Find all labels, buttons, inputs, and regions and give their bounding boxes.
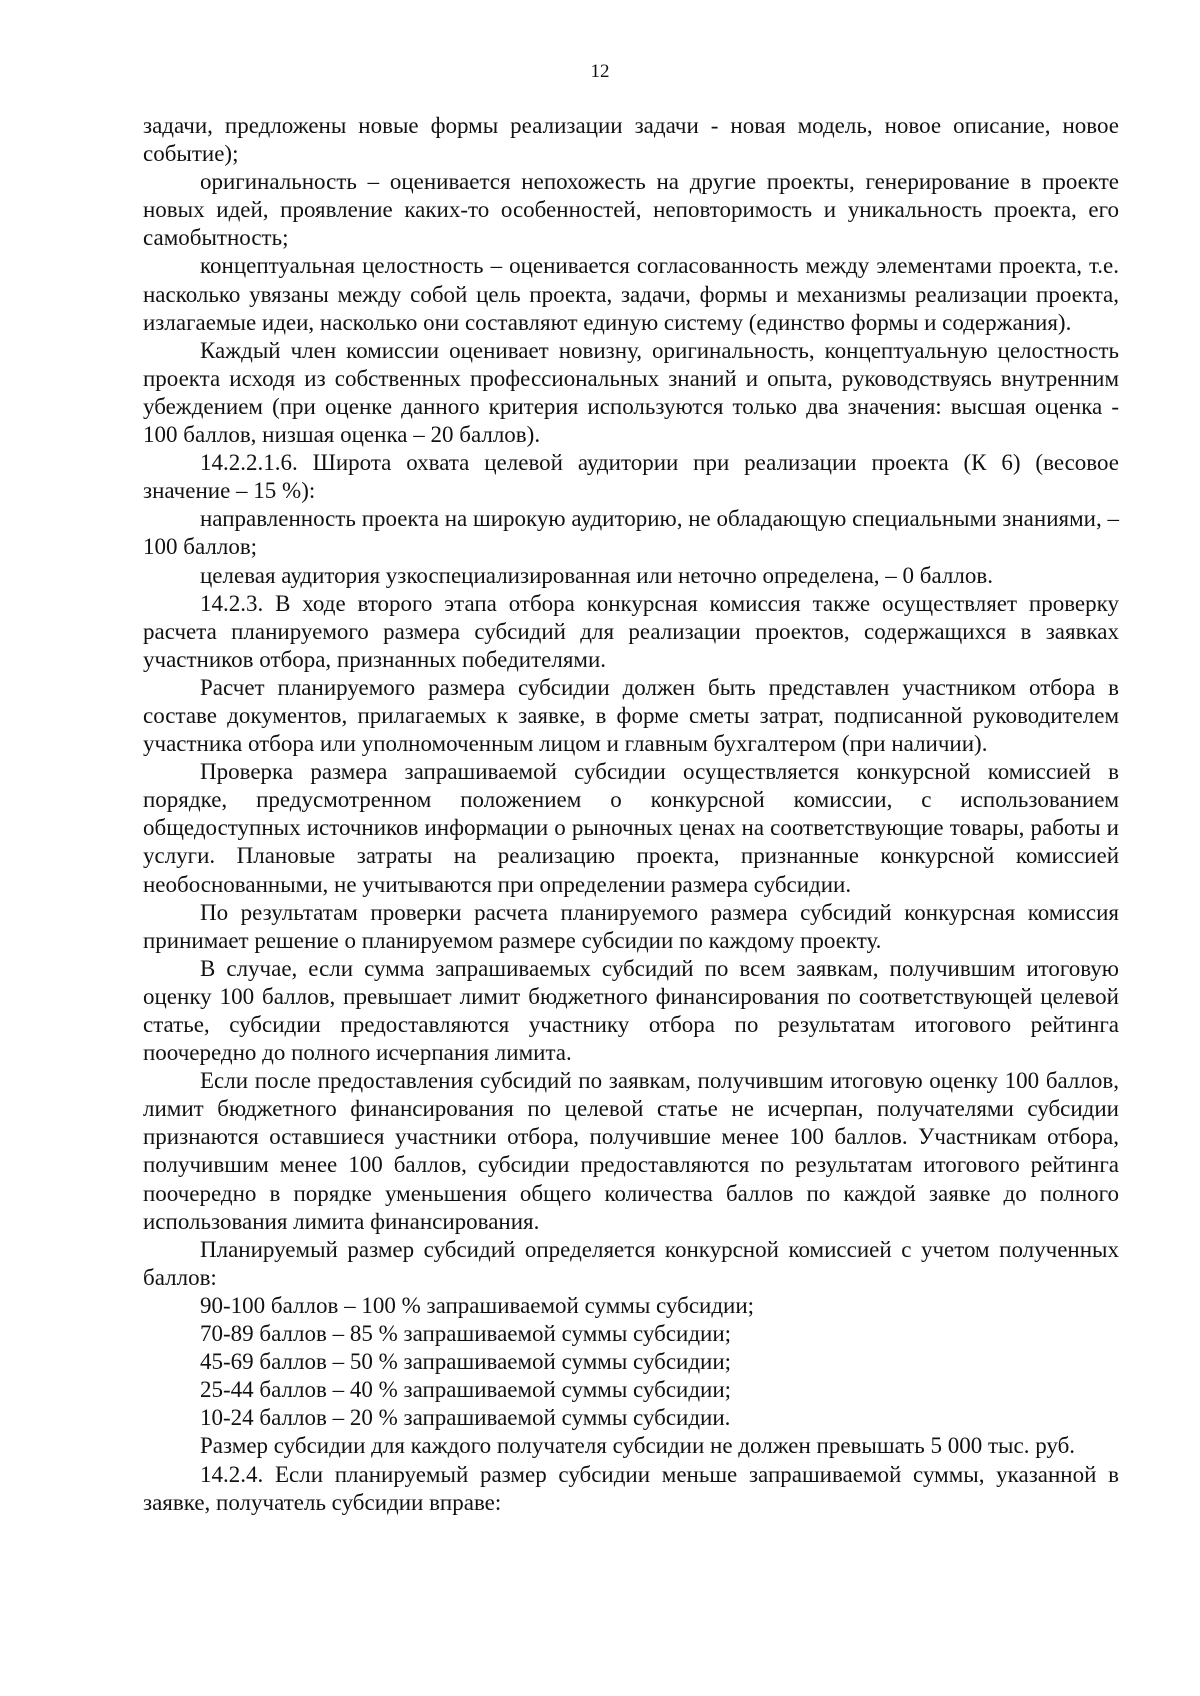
paragraph: концептуальная целостность – оценивается согласованность между элементами проекта, т.е. насколько увязаны между собой цель проекта, задачи, формы и механизмы реализации проекта, излагаемые идеи, насколько они составляют единую систему (единство формы и содержания).: [143, 253, 1119, 335]
paragraph: оригинальность – оценивается непохожесть на другие проекты, генерирование в проекте новых идей, проявление каких-то особенностей, неповторимость и уникальность проекта, его самобытность;: [143, 169, 1119, 251]
list-item: 45-69 баллов – 50 % запрашиваемой суммы субсидии;: [200, 1349, 732, 1375]
paragraph: целевая аудитория узкоспециализированная или неточно определена, – 0 баллов.: [200, 562, 993, 588]
paragraph: Планируемый размер субсидий определяется конкурсной комиссией с учетом полученных баллов:: [143, 1236, 1119, 1290]
paragraph: По результатам проверки расчета планируемого размера субсидий конкурсная комиссия принимает решение о планируемом размере субсидии по каждому проекту.: [143, 899, 1119, 953]
paragraph: Размер субсидии для каждого получателя субсидии не должен превышать 5 000 тыс. руб.: [200, 1433, 1076, 1459]
paragraph: 14.2.2.1.6. Широта охвата целевой аудитории при реализации проекта (К 6) (весовое значение – 15 %):: [143, 450, 1119, 504]
paragraph: 14.2.3. В ходе второго этапа отбора конкурсная комиссия также осуществляет проверку расчета планируемого размера субсидий для реализации проектов, содержащихся в заявках участников отбора, признанных победителями.: [143, 590, 1119, 672]
paragraph: направленность проекта на широкую аудиторию, не обладающую специальными знаниями, – 100 баллов;: [143, 506, 1119, 560]
paragraph: Если после предоставления субсидий по заявкам, получившим итоговую оценку 100 баллов, лимит бюджетного финансирования по целевой статье не исчерпан, получателями субсидии признаются оставшиеся участники отбора, получившие менее 100 баллов. Участникам отбора, получившим менее 100 баллов, субсидии предоставляются по результатам итогового рейтинга поочередно в порядке уменьшения общего количества баллов по каждой заявке до полного использования лимита финансирования.: [143, 1068, 1119, 1234]
list-item: 25-44 баллов – 40 % запрашиваемой суммы субсидии;: [200, 1377, 732, 1403]
paragraph: В случае, если сумма запрашиваемых субсидий по всем заявкам, получившим итоговую оценку 100 баллов, превышает лимит бюджетного финансирования по соответствующей целевой статье, субсидии предоставляются участнику отбора по результатам итогового рейтинга поочередно до полного исчерпания лимита.: [143, 955, 1119, 1066]
list-item: 10-24 баллов – 20 % запрашиваемой суммы субсидии.: [200, 1405, 731, 1431]
paragraph: 14.2.4. Если планируемый размер субсидии меньше запрашиваемой суммы, указанной в заявке, получатель субсидии вправе:: [143, 1461, 1119, 1515]
paragraph: Расчет планируемого размера субсидии должен быть представлен участником отбора в составе документов, прилагаемых к заявке, в форме сметы затрат, подписанной руководителем участника отбора или уполномоченным лицом и главным бухгалтером (при наличии).: [143, 674, 1119, 757]
document-body: [143, 112, 1119, 1517]
paragraph: задачи, предложены новые формы реализации задачи - новая модель, новое описание, новое событие);: [143, 113, 1119, 167]
page-number: 12: [590, 61, 610, 82]
list-item: 70-89 баллов – 85 % запрашиваемой суммы субсидии;: [200, 1321, 732, 1347]
paragraph: Каждый член комиссии оценивает новизну, оригинальность, концептуальную целостность проекта исходя из собственных профессиональных знаний и опыта, руководствуясь внутренним убеждением (при оценке данного критерия используются только два значения: высшая оценка - 100 баллов, низшая оценка – 20 баллов).: [143, 337, 1119, 448]
paragraph: Проверка размера запрашиваемой субсидии осуществляется конкурсной комиссией в порядке, предусмотренном положением о конкурсной комиссии, с использованием общедоступных источников информации о рыночных ценах на соответствующие товары, работы и услуги. Плановые затраты на реализацию проекта, признанные конкурсной комиссией необоснованными, не учитываются при определении размера субсидии.: [143, 759, 1119, 897]
list-item: 90-100 баллов – 100 % запрашиваемой суммы субсидии;: [200, 1292, 755, 1318]
